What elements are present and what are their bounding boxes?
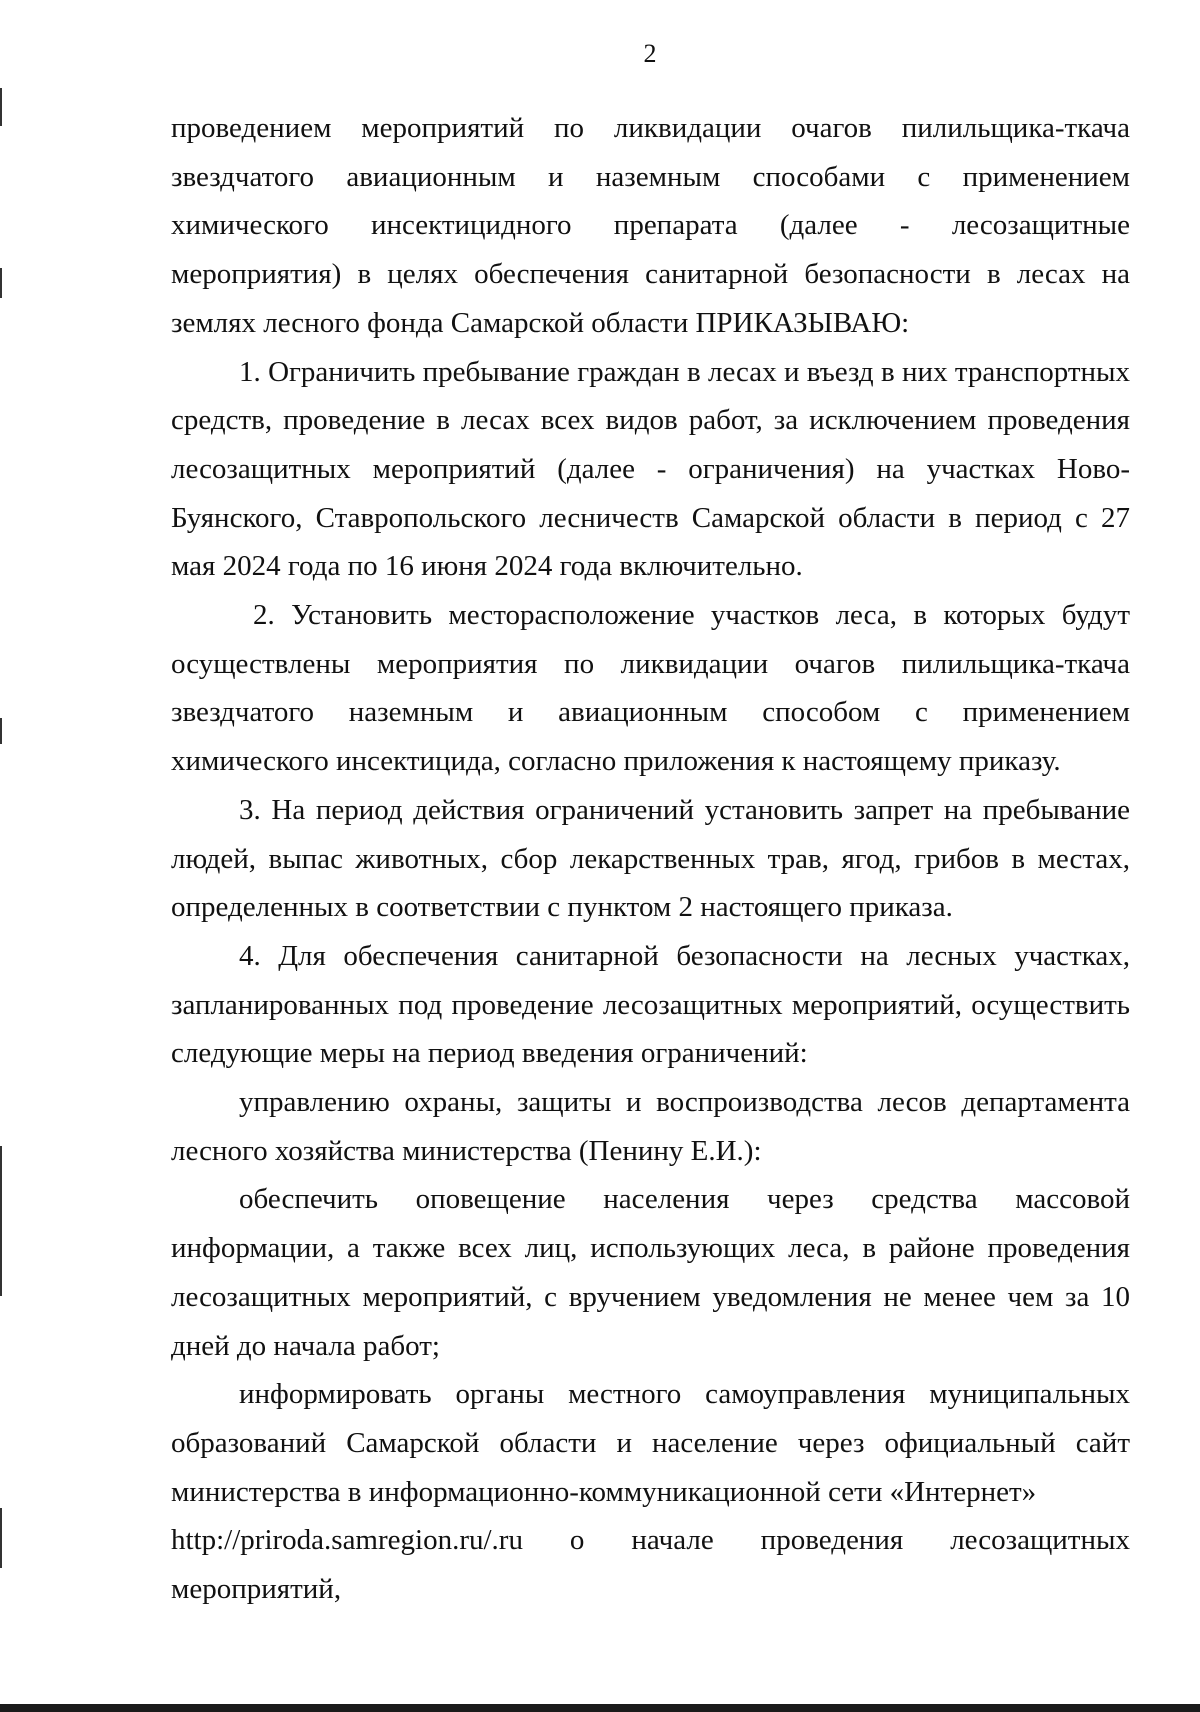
website-url: http://priroda.samregion.ru/.ru [171, 1524, 523, 1557]
scan-mark [0, 1146, 2, 1296]
paragraph-inform-text: информировать органы местного самоуправления муниципальных образований Самарской области и население через официальный сайт министерства в информационно-коммуникационной сети «Интернет» [171, 1378, 1130, 1508]
scan-edge-marks [0, 0, 4, 1712]
scan-mark [0, 268, 2, 298]
scan-mark [0, 718, 2, 744]
paragraph-inform-continuation: о начале проведения лесозащитных мероприятий, [171, 1524, 1130, 1606]
paragraph-inform [171, 1370, 1130, 1614]
scan-mark [0, 1508, 2, 1568]
scan-bottom-edge [0, 1704, 1200, 1712]
paragraph-item-1: 1. Ограничить пребывание граждан в лесах и въезд в них транспортных средств, проведение в лесах всех видов работ, за исключением проведения лесозащитных мероприятий (далее - ограничения) на участках Ново-Буянского, Ставропольского лесничеств Самарской области в период с 27 мая 2024 года по 16 июня 2024 года включительно. [171, 355, 1130, 583]
document-body [171, 104, 1130, 1614]
paragraph-item-2: 2. Установить месторасположение участков леса, в которых будут осуществлены мероприятия по ликвидации очагов пилильщика-ткача звездчатого наземным и авиационным способом с применением химического инсектицида, согласно приложения к настоящему приказу. [171, 599, 1130, 778]
scan-mark [0, 88, 2, 126]
page-number: 2 [643, 39, 657, 68]
paragraph-notify: обеспечить оповещение населения через средства массовой информации, а также всех лиц, использующих леса, в районе проведения лесозащитных мероприятий, с вручением уведомления не менее чем за 10 дней до начала работ; [171, 1183, 1130, 1362]
paragraph-item-3: 3. На период действия ограничений установить запрет на пребывание людей, выпас животных, сбор лекарственных трав, ягод, грибов в местах, определенных в соответствии с пунктом 2 настоящего приказа. [171, 793, 1130, 924]
paragraph-preamble: проведением мероприятий по ликвидации очагов пилильщика-ткача звездчатого авиационным и наземным способами с применением химического инсектицидного препарата (далее - лесозащитные мероприятия) в целях обеспечения санитарной безопасности в лесах на землях лесного фонда Самарской области ПРИКАЗЫВАЮ: [171, 112, 1130, 339]
paragraph-department: управлению охраны, защиты и воспроизводства лесов департамента лесного хозяйства министерства (Пенину Е.И.): [171, 1086, 1130, 1167]
paragraph-item-4: 4. Для обеспечения санитарной безопасности на лесных участках, запланированных под проведение лесозащитных мероприятий, осуществить следующие меры на период введения ограничений: [171, 939, 1130, 1070]
